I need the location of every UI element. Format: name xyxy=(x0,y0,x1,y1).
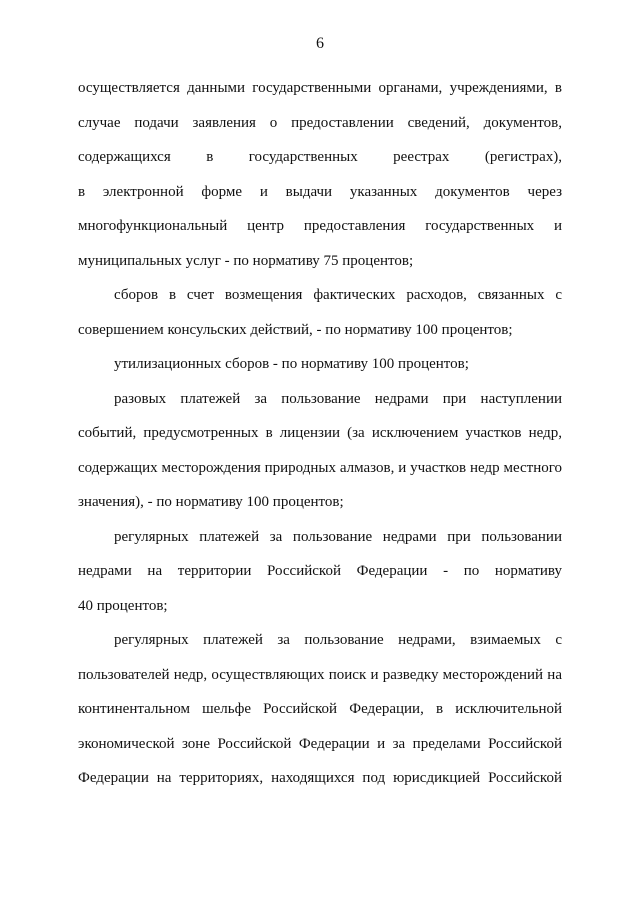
text-line: континентальном шельфе Российской Федерации, в исключительной xyxy=(78,701,562,717)
text-line: Федерации на территориях, находящихся под юрисдикцией Российской xyxy=(78,770,562,786)
paragraph xyxy=(78,382,562,520)
document-body xyxy=(78,71,562,796)
text-line: муниципальных услуг - по нормативу 75 процентов; xyxy=(78,252,414,269)
text-line: осуществляется данными государственными органами, учреждениями, в xyxy=(78,80,562,96)
paragraph xyxy=(78,347,562,382)
text-line: сборов в счет возмещения фактических расходов, связанных с xyxy=(114,287,562,303)
text-line: недрами на территории Российской Федерации - по нормативу xyxy=(78,563,562,579)
text-line: совершением консульских действий, - по нормативу 100 процентов; xyxy=(78,321,513,338)
text-line: содержащих месторождения природных алмазов, и участков недр местного xyxy=(78,459,562,476)
text-line: в электронной форме и выдачи указанных документов через xyxy=(78,183,562,200)
text-line: событий, предусмотренных в лицензии (за исключением участков недр, xyxy=(78,425,562,441)
paragraph xyxy=(78,520,562,624)
text-line: 40 процентов; xyxy=(78,597,168,614)
text-line: содержащихся в государственных реестрах (регистрах), xyxy=(78,149,562,165)
text-line: значения), - по нормативу 100 процентов; xyxy=(78,494,344,510)
text-line: экономической зоне Российской Федерации и за пределами Российской xyxy=(78,735,562,752)
paragraph xyxy=(78,278,562,347)
paragraph xyxy=(78,623,562,796)
text-line: разовых платежей за пользование недрами при наступлении xyxy=(114,390,562,407)
paragraph xyxy=(78,71,562,278)
page-number: 6 xyxy=(316,35,324,52)
text-line: регулярных платежей за пользование недрами при пользовании xyxy=(114,528,562,545)
text-line: регулярных платежей за пользование недрами, взимаемых с xyxy=(114,632,562,648)
text-line: пользователей недр, осуществляющих поиск и разведку месторождений на xyxy=(78,666,562,683)
text-line: многофункциональный центр предоставления государственных и xyxy=(78,218,562,234)
text-line: случае подачи заявления о предоставлении сведений, документов, xyxy=(78,114,562,131)
text-line: утилизационных сборов - по нормативу 100 процентов; xyxy=(114,356,469,372)
